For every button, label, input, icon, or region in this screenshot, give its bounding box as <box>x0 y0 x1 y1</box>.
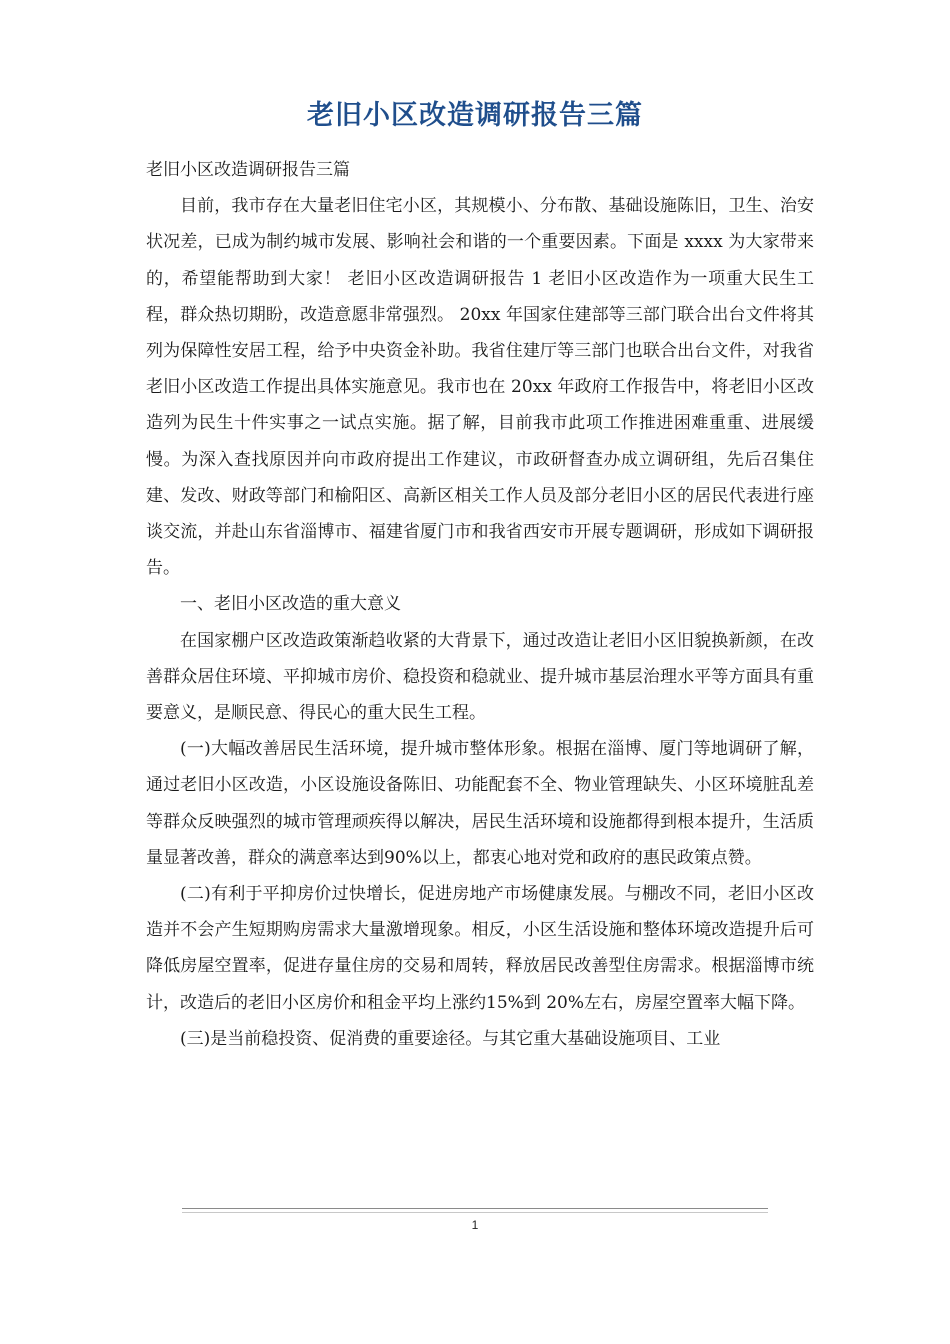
footer-divider <box>182 1208 768 1213</box>
document-body <box>146 152 814 1057</box>
paragraph: 在国家棚户区改造政策渐趋收紧的大背景下，通过改造让老旧小区旧貌换新颜，在改善群众居住环境、平抑城市房价、稳投资和稳就业、提升城市基层治理水平等方面具有重要意义，是顺民意、得民心的重大民生工程。 <box>146 630 814 724</box>
page-number: 1 <box>471 1218 479 1232</box>
section-heading: 一、老旧小区改造的重大意义 <box>180 594 401 615</box>
paragraph: 目前，我市存在大量老旧住宅小区，其规模小、分布散、基础设施陈旧，卫生、治安状况差，已成为制约城市发展、影响社会和谐的一个重要因素。下面是 xxxx 为大家带来的，希望能帮助到大家！ 老旧小区改造调研报告 1 老旧小区改造作为一项重大民生工程，群众热切期盼，改造意愿非常强烈。 20xx 年国家住建部等三部门联合出台文件将其列为保障性安居工程，给予中央资金补助。我省住建厅等三部门也联合出台文件，对我省老旧小区改造工作提出具体实施意见。我市也在 20xx 年政府工作报告中，将老旧小区改造列为民生十件实事之一试点实施。据了解，目前我市此项工作推进困难重重、进展缓慢。为深入查找原因并向市政府提出工作建议，市政研督查办成立调研组，先后召集住建、发改、财政等部门和榆阳区、高新区相关工作人员及部分老旧小区的居民代表进行座谈交流，并赴山东省淄博市、福建省厦门市和我省西安市开展专题调研，形成如下调研报告。 <box>146 196 814 579</box>
paragraph: (二)有利于平抑房价过快增长，促进房地产市场健康发展。与棚改不同，老旧小区改造并不会产生短期购房需求大量激增现象。相反，小区生活设施和整体环境改造提升后可降低房屋空置率，促进存量住房的交易和周转，释放居民改善型住房需求。根据淄博市统计，改造后的老旧小区房价和租金平均上涨约15%到 20%左右，房屋空置率大幅下降。 <box>146 884 814 1013</box>
paragraph: 老旧小区改造调研报告三篇 <box>146 160 350 180</box>
paragraph: (三)是当前稳投资、促消费的重要途径。与其它重大基础设施项目、工业 <box>180 1028 721 1049</box>
document-title: 老旧小区改造调研报告三篇 <box>307 100 643 131</box>
paragraph: (一)大幅改善居民生活环境，提升城市整体形象。根据在淄博、厦门等地调研了解，通过老旧小区改造，小区设施设备陈旧、功能配套不全、物业管理缺失、小区环境脏乱差等群众反映强烈的城市管理顽疾得以解决，居民生活环境和设施都得到根本提升，生活质量显著改善，群众的满意率达到90%以上，都衷心地对党和政府的惠民政策点赞。 <box>146 739 814 868</box>
